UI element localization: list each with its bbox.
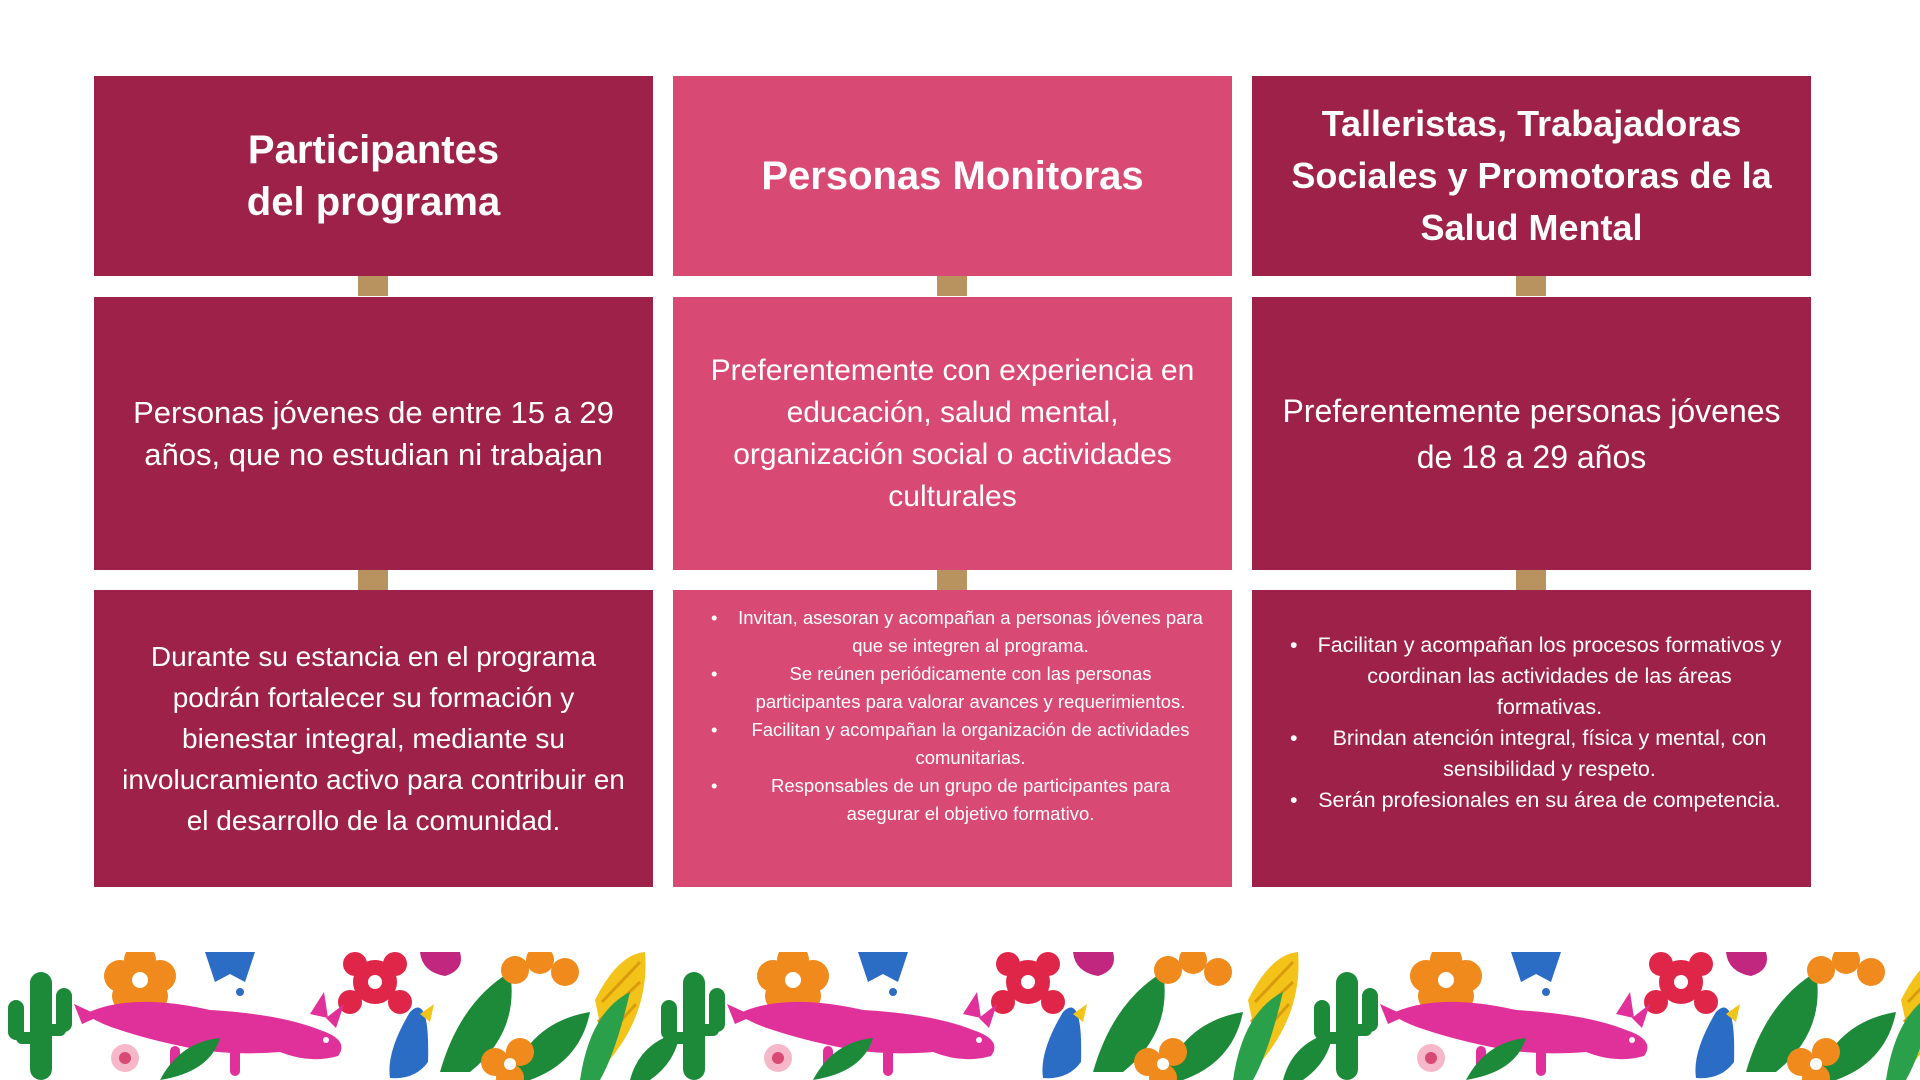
header-line: Participantes — [247, 128, 500, 172]
header-monitoras — [673, 76, 1232, 276]
connector — [1516, 570, 1546, 590]
description-text: Preferentemente personas jóvenes de 18 a 29 años — [1282, 392, 1781, 475]
bullet-list — [1280, 630, 1783, 816]
connector — [937, 276, 967, 296]
header-line: del programa — [246, 180, 501, 224]
connector — [358, 276, 388, 296]
header-line: Talleristas, Trabajadoras — [1321, 103, 1742, 144]
list-item: • Facilitan y acompañan los procesos formativos y coordinan las actividades de las áreas formativas. — [1280, 630, 1783, 723]
detail-paragraph: Durante su estancia en el programa podrán fortalecer su formación y bienestar integral, mediante su involucramiento activo para contribuir en el desarrollo de la comunidad. — [122, 641, 625, 836]
header-line: Sociales y Promotoras de la — [1291, 155, 1772, 196]
list-item: • Facilitan y acompañan la organización de actividades comunitarias. — [701, 716, 1204, 772]
connector — [1516, 276, 1546, 296]
header-line: Personas Monitoras — [761, 154, 1144, 198]
connector — [937, 570, 967, 590]
list-item: • Responsables de un grupo de participantes para asegurar el objetivo formativo. — [701, 772, 1204, 828]
list-item: • Invitan, asesoran y acompañan a personas jóvenes para que se integren al programa. — [701, 604, 1204, 660]
header-line: Salud Mental — [1420, 207, 1643, 248]
connector — [358, 570, 388, 590]
description-talleristas — [1252, 297, 1811, 570]
detail-participantes — [94, 590, 653, 887]
description-text: Personas jóvenes de entre 15 a 29 años, que no estudian ni trabajan — [133, 394, 614, 472]
bullet-list — [701, 604, 1204, 828]
header-participantes — [94, 76, 653, 276]
detail-talleristas — [1252, 590, 1811, 887]
decorative-floral-band — [0, 952, 1920, 1080]
list-item: • Brindan atención integral, física y mental, con sensibilidad y respeto. — [1280, 723, 1783, 785]
list-item: • Se reúnen periódicamente con las personas participantes para valorar avances y requerimientos. — [701, 660, 1204, 716]
list-item: • Serán profesionales en su área de competencia. — [1280, 785, 1783, 816]
header-talleristas — [1252, 76, 1811, 276]
description-participantes — [94, 297, 653, 570]
description-text: Preferentemente con experiencia en educación, salud mental, organización social o actividades culturales — [710, 353, 1195, 513]
description-monitoras — [673, 297, 1232, 570]
detail-monitoras — [673, 590, 1232, 887]
